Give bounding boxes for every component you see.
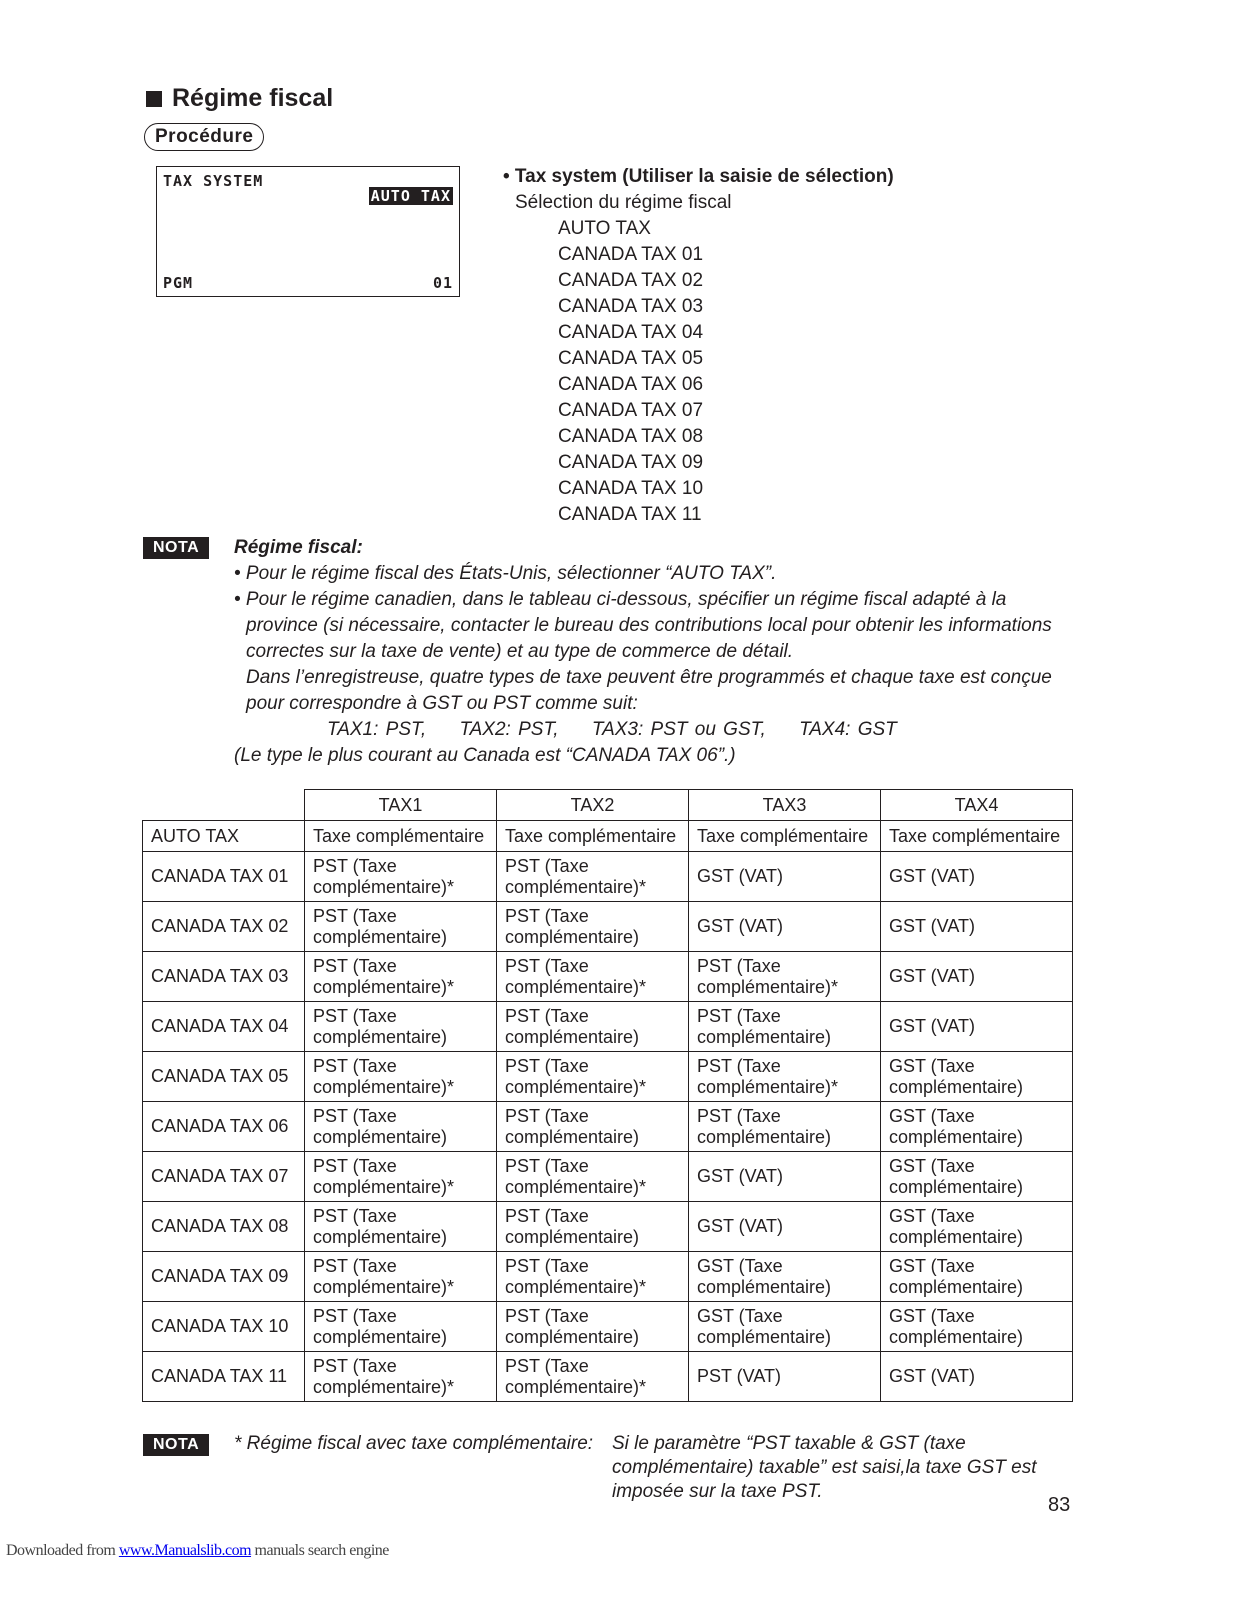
table-cell: PST (Taxe complémentaire) bbox=[497, 902, 689, 952]
note-bullet-1: • Pour le régime fiscal des États-Unis, sélectionner “AUTO TAX”. bbox=[234, 563, 777, 584]
table-cell: PST (Taxe complémentaire)* bbox=[305, 1052, 497, 1102]
table-cell: Taxe complémentaire bbox=[305, 821, 497, 852]
row-label: CANADA TAX 07 bbox=[143, 1152, 305, 1202]
tax-option: CANADA TAX 05 bbox=[558, 348, 704, 369]
table-cell: GST (VAT) bbox=[881, 952, 1073, 1002]
table-cell: PST (Taxe complémentaire) bbox=[305, 1202, 497, 1252]
table-row bbox=[143, 1252, 1073, 1302]
table-header-row bbox=[143, 790, 1073, 821]
table-cell: PST (Taxe complémentaire) bbox=[497, 1302, 689, 1352]
tax-option: CANADA TAX 06 bbox=[558, 374, 704, 395]
table-cell: PST (Taxe complémentaire) bbox=[305, 1102, 497, 1152]
row-label: CANADA TAX 06 bbox=[143, 1102, 305, 1152]
table-cell: PST (Taxe complémentaire)* bbox=[305, 952, 497, 1002]
table-cell: GST (VAT) bbox=[881, 1352, 1073, 1402]
row-label: CANADA TAX 01 bbox=[143, 852, 305, 902]
tax-table bbox=[142, 789, 1073, 1402]
table-header-cell: TAX4 bbox=[881, 790, 1073, 821]
tax-option: CANADA TAX 10 bbox=[558, 478, 704, 499]
table-cell: PST (Taxe complémentaire) bbox=[305, 902, 497, 952]
row-label: CANADA TAX 03 bbox=[143, 952, 305, 1002]
table-cell: PST (Taxe complémentaire) bbox=[497, 1202, 689, 1252]
footnote-line: complémentaire) taxable” est saisi,la taxe GST est bbox=[612, 1457, 1037, 1478]
table-header-cell: TAX2 bbox=[497, 790, 689, 821]
table-header-cell: TAX1 bbox=[305, 790, 497, 821]
note-bullet-2-line-2: province (si nécessaire, contacter le bureau des contributions local pour obtenir les informations bbox=[246, 615, 1052, 636]
manualslib-link[interactable]: www.Manualslib.com bbox=[118, 1542, 252, 1559]
table-cell: PST (Taxe complémentaire)* bbox=[497, 1152, 689, 1202]
footer-prefix: Downloaded from bbox=[6, 1542, 116, 1559]
table-row bbox=[143, 852, 1073, 902]
row-label: CANADA TAX 11 bbox=[143, 1352, 305, 1402]
nota-badge-2: NOTA bbox=[143, 1434, 209, 1456]
row-label: AUTO TAX bbox=[143, 821, 305, 852]
table-row bbox=[143, 902, 1073, 952]
table-header-cell: TAX3 bbox=[689, 790, 881, 821]
note-bullet-2-line-4: Dans l’enregistreuse, quatre types de taxe peuvent être programmés et chaque taxe est conçue bbox=[246, 667, 1052, 688]
table-cell: GST (Taxe complémentaire) bbox=[881, 1302, 1073, 1352]
table-cell: GST (Taxe complémentaire) bbox=[689, 1252, 881, 1302]
table-cell: PST (Taxe complémentaire)* bbox=[305, 852, 497, 902]
table-cell: PST (Taxe complémentaire)* bbox=[689, 952, 881, 1002]
table-cell: GST (Taxe complémentaire) bbox=[881, 1202, 1073, 1252]
table-cell: GST (VAT) bbox=[881, 852, 1073, 902]
section-title-text: Régime fiscal bbox=[172, 84, 334, 112]
table-cell: PST (Taxe complémentaire)* bbox=[497, 952, 689, 1002]
tax-map-item: TAX2: PST, bbox=[459, 719, 559, 740]
row-label: CANADA TAX 08 bbox=[143, 1202, 305, 1252]
tax-option: CANADA TAX 03 bbox=[558, 296, 704, 317]
square-bullet-icon bbox=[146, 91, 162, 107]
table-cell: GST (VAT) bbox=[689, 1152, 881, 1202]
row-label: CANADA TAX 10 bbox=[143, 1302, 305, 1352]
table-cell: Taxe complémentaire bbox=[497, 821, 689, 852]
table-cell: GST (Taxe complémentaire) bbox=[881, 1152, 1073, 1202]
table-cell: PST (Taxe complémentaire) bbox=[689, 1002, 881, 1052]
note-bullet-2-line-3: correctes sur la taxe de vente) et au type de commerce de détail. bbox=[246, 641, 794, 662]
table-cell: Taxe complémentaire bbox=[881, 821, 1073, 852]
lcd-line-number: 01 bbox=[432, 274, 453, 292]
table-cell: GST (VAT) bbox=[689, 902, 881, 952]
note-block bbox=[234, 535, 1094, 769]
table-row bbox=[143, 1202, 1073, 1252]
row-label: CANADA TAX 02 bbox=[143, 902, 305, 952]
tax-map-item: TAX4: GST bbox=[799, 719, 897, 740]
tax-map-item: TAX1: PST, bbox=[327, 719, 427, 740]
note-bullet-2-line-1: • Pour le régime canadien, dans le tableau ci-dessous, spécifier un régime fiscal adapté à la bbox=[234, 589, 1007, 610]
footnote-line: Si le paramètre “PST taxable & GST (taxe bbox=[612, 1433, 966, 1454]
tax-mapping-line bbox=[234, 717, 1094, 743]
tax-option: CANADA TAX 04 bbox=[558, 322, 704, 343]
procedure-label: Procédure bbox=[144, 123, 264, 151]
table-cell: GST (Taxe complémentaire) bbox=[881, 1252, 1073, 1302]
table-cell: GST (Taxe complémentaire) bbox=[881, 1052, 1073, 1102]
tax-system-section bbox=[503, 164, 894, 528]
table-cell: PST (Taxe complémentaire)* bbox=[497, 852, 689, 902]
row-label: CANADA TAX 05 bbox=[143, 1052, 305, 1102]
table-row bbox=[143, 821, 1073, 852]
table-cell: PST (Taxe complémentaire)* bbox=[305, 1352, 497, 1402]
note-bullet-2-line-5: pour correspondre à GST ou PST comme suit: bbox=[246, 693, 638, 714]
table-cell: GST (Taxe complémentaire) bbox=[881, 1102, 1073, 1152]
tax-option: CANADA TAX 11 bbox=[558, 504, 702, 525]
note-closing: (Le type le plus courant au Canada est “CANADA TAX 06”.) bbox=[234, 745, 736, 766]
row-label: CANADA TAX 04 bbox=[143, 1002, 305, 1052]
table-cell: PST (Taxe complémentaire)* bbox=[497, 1352, 689, 1402]
tax-option: CANADA TAX 02 bbox=[558, 270, 704, 291]
row-label: CANADA TAX 09 bbox=[143, 1252, 305, 1302]
table-cell: PST (Taxe complémentaire) bbox=[305, 1002, 497, 1052]
table-row bbox=[143, 1052, 1073, 1102]
section-title bbox=[146, 84, 333, 113]
table-cell: PST (Taxe complémentaire) bbox=[305, 1302, 497, 1352]
table-corner-cell bbox=[143, 790, 305, 821]
table-row bbox=[143, 1102, 1073, 1152]
table-row bbox=[143, 1352, 1073, 1402]
nota-badge: NOTA bbox=[143, 537, 209, 559]
table-cell: PST (Taxe complémentaire) bbox=[689, 1102, 881, 1152]
table-row bbox=[143, 1152, 1073, 1202]
tax-option: CANADA TAX 09 bbox=[558, 452, 704, 473]
footnote-label: * Régime fiscal avec taxe complémentaire: bbox=[234, 1433, 594, 1454]
lcd-line-mode: PGM bbox=[163, 274, 194, 292]
table-cell: PST (Taxe complémentaire)* bbox=[497, 1252, 689, 1302]
table-cell: GST (VAT) bbox=[689, 852, 881, 902]
tax-system-options bbox=[503, 216, 894, 528]
table-cell: GST (VAT) bbox=[881, 1002, 1073, 1052]
tax-option: CANADA TAX 01 bbox=[558, 244, 704, 265]
table-cell: PST (Taxe complémentaire)* bbox=[689, 1052, 881, 1102]
table-row bbox=[143, 1002, 1073, 1052]
table-cell: PST (Taxe complémentaire)* bbox=[305, 1252, 497, 1302]
footnote-line: imposée sur la taxe PST. bbox=[612, 1481, 823, 1502]
tax-option: CANADA TAX 08 bbox=[558, 426, 704, 447]
tax-map-item: TAX3: PST ou GST, bbox=[591, 719, 766, 740]
tax-system-subheading: Sélection du régime fiscal bbox=[515, 192, 732, 213]
page-number: 83 bbox=[1048, 1494, 1071, 1516]
tax-option: CANADA TAX 07 bbox=[558, 400, 704, 421]
table-row bbox=[143, 952, 1073, 1002]
footnote-text bbox=[612, 1432, 1072, 1504]
table-row bbox=[143, 1302, 1073, 1352]
note-title: Régime fiscal: bbox=[234, 537, 363, 558]
download-footer bbox=[6, 1542, 389, 1560]
tax-option: AUTO TAX bbox=[558, 218, 651, 239]
footer-suffix: manuals search engine bbox=[254, 1542, 389, 1559]
lcd-line-value: AUTO TAX bbox=[370, 187, 451, 205]
table-cell: Taxe complémentaire bbox=[689, 821, 881, 852]
lcd-line-title: TAX SYSTEM bbox=[163, 172, 264, 190]
table-cell: PST (Taxe complémentaire) bbox=[497, 1102, 689, 1152]
tax-system-heading: • Tax system (Utiliser la saisie de sélection) bbox=[503, 166, 894, 187]
table-cell: PST (Taxe complémentaire)* bbox=[497, 1052, 689, 1102]
table-cell: PST (Taxe complémentaire)* bbox=[305, 1152, 497, 1202]
table-cell: PST (VAT) bbox=[689, 1352, 881, 1402]
lcd-display bbox=[156, 166, 460, 297]
table-cell: GST (VAT) bbox=[881, 902, 1073, 952]
table-cell: GST (Taxe complémentaire) bbox=[689, 1302, 881, 1352]
table-cell: GST (VAT) bbox=[689, 1202, 881, 1252]
table-cell: PST (Taxe complémentaire) bbox=[497, 1002, 689, 1052]
